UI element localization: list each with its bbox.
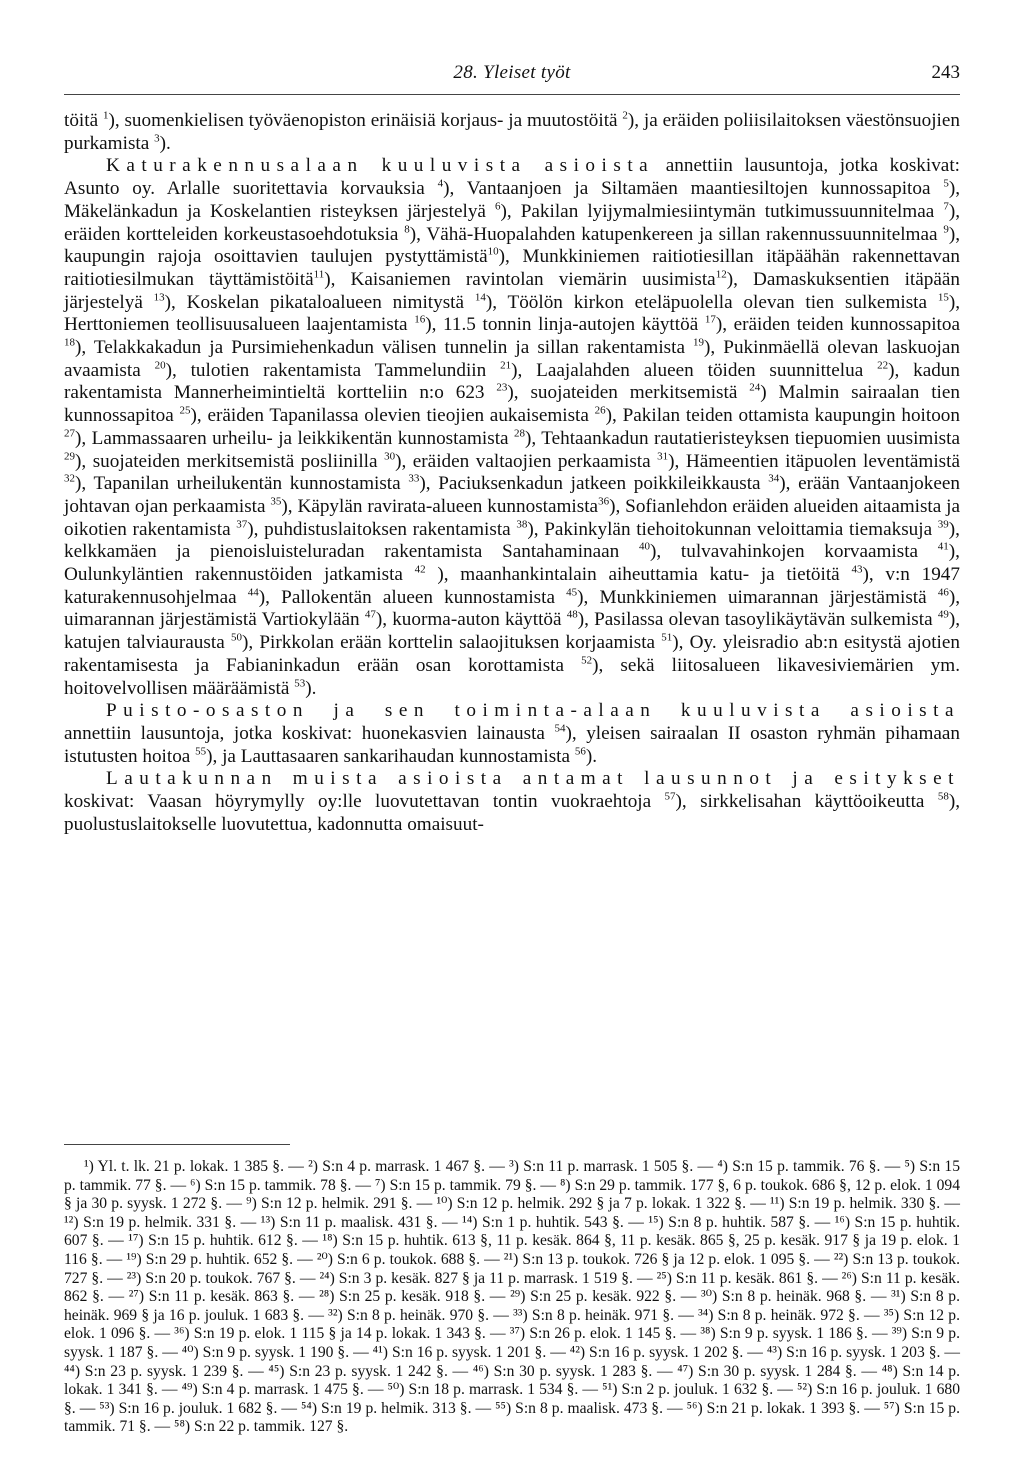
footnote-ref: 17 (704, 313, 716, 326)
footnote-ref: 14 (474, 291, 486, 304)
footnote-ref: 22 (877, 359, 889, 372)
footnote-ref: 34 (768, 472, 780, 485)
spaced-heading: Katurakennusalaan kuuluvista asioista (106, 155, 655, 177)
footnote-ref: 58 (937, 790, 949, 803)
footnote-ref: 19 (693, 336, 705, 349)
text-run: ), Munkkiniemen uimarannan järjestämistä (577, 586, 938, 608)
text-run: ), erään Vantaanjokeen johtavan ojan perkaamista (64, 473, 960, 517)
paragraph (64, 700, 960, 768)
footnote-ref: 53 (294, 677, 306, 690)
footnote-ref: 7 (943, 200, 949, 213)
paragraph (64, 110, 960, 155)
footnote-ref: 57 (664, 790, 676, 803)
footnote-ref: 1 (102, 109, 109, 122)
text-run: ), puhdistuslaitoksen rakentamista (247, 518, 517, 540)
text-run: ), Tehtaankadun rautatieristeyksen tiepuomien uusimista (524, 427, 960, 449)
footnote-ref: 56 (574, 745, 586, 758)
text-run: ), Pasilassa olevan tasoylikäytävän sulkemista (577, 609, 938, 631)
footnote-ref: 8 (404, 223, 410, 236)
text-run: ), Koskelan pikataloalueen nimitystä (164, 291, 475, 313)
text-run: ), Pirkkolan erään korttelin salaojituksen korjaamista (241, 632, 662, 654)
text-run: ), katujen talviaurausta (64, 609, 960, 654)
footnote-ref: 38 (516, 518, 528, 531)
text-run: ), eräiden kortteleiden korkeustasoehdotuksia (64, 200, 961, 245)
text-run: ), Käpylän ravirata-alueen kunnostamista (281, 495, 599, 517)
footnote-ref: 47 (364, 609, 376, 622)
footnote-ref: 20 (154, 359, 166, 372)
paragraph (64, 155, 960, 700)
text-run: ), kuorma-auton käyttöä (375, 609, 567, 631)
footnote-ref: 30 (384, 450, 396, 463)
footnote-ref: 18 (64, 336, 75, 349)
paragraph (64, 768, 960, 836)
footnote-ref: 3 (154, 132, 160, 145)
footnote-ref: 36 (598, 495, 610, 508)
footnote-ref: 46 (937, 586, 949, 599)
text-run: ), ja Lauttasaaren sankarihaudan kunnostamista (206, 745, 575, 767)
text-run: ), ja eräiden poliisilaitoksen väestönsuojien purkamista (64, 110, 960, 154)
text-run: ), suojateiden merkitsemistä posliinilla (75, 450, 385, 472)
text-run: ), Pallokentän alueen kunnostamista (258, 586, 567, 608)
text-run: ), Pakilan lyijymalmiesiintymän tutkimussuunnitelmaa (500, 200, 944, 222)
spaced-heading: Lautakunnan muista asioista antamat lausunnot ja esitykset (106, 768, 960, 790)
text-run: koskivat: Vaasan höyrymylly oy:lle luovutettavan tontin vuokraehtoja (64, 791, 665, 813)
footnote-ref: 28 (513, 427, 525, 440)
footnote-ref: 21 (500, 359, 512, 372)
footnote-ref: 11 (313, 268, 325, 281)
footnote-ref: 35 (270, 495, 282, 508)
text-run: ), Pakilan teiden ottamista kaupungin hoitoon (605, 405, 960, 427)
footnote-ref: 2 (622, 109, 628, 122)
text-run: ), Kaisaniemen ravintolan viemärin uusimista (324, 268, 716, 290)
footnote-ref: 52 (581, 654, 593, 667)
footnote-ref: 5 (943, 177, 949, 190)
text-run: ), Telakkakadun ja Pursimiehenkadun välisen tunnelin ja sillan rakentamista (75, 337, 694, 359)
footnote-ref: 43 (851, 563, 863, 576)
text-run: ), maanhankintalain aiheuttamia katu- ja tietöitä (425, 564, 852, 586)
text-run: ). (585, 745, 597, 767)
text-run: ), Munkkiniemen raitiotiesillan itäpäähän rakennettavan raitiotiesilmukan täyttämistöitä (64, 246, 961, 290)
text-run: ), Töölön kirkon eteläpuolella olevan tien sulkemista (485, 291, 938, 313)
footnote-ref: 6 (495, 200, 501, 213)
text-run: ), eräiden Tapanilassa olevien tieojien aukaisemista (190, 405, 595, 427)
text-run: ), Paciuksenkadun jatkeen poikkileikkausta (419, 473, 769, 495)
text-run: ), eräiden valtaojien perkaamista (395, 450, 658, 472)
footnote-ref: 39 (937, 518, 949, 531)
text-run: ), Lammassaaren urheilu- ja leikkikentän kunnostamista (75, 427, 514, 449)
text-run: ) Malmin sairaalan tien kunnossapitoa (64, 382, 960, 427)
text-run: annettiin lausuntoja, jotka koskivat: Asunto oy. Arlalle suoritettavia korvauksia (64, 155, 960, 200)
footnote-ref: 12 (715, 268, 727, 281)
footnote-ref: 13 (153, 291, 165, 304)
text-run: ), tulotien rakentamista Tammelundiin (165, 359, 501, 381)
text-run: ), Pukinmäellä olevan laskuojan avaamista (64, 337, 960, 381)
text-run: ), eräiden teiden kunnossapitoa (715, 314, 960, 336)
text-run: ). (159, 132, 171, 154)
text-run: annettiin lausuntoja, jotka koskivat: huonekasvien lainausta (64, 722, 555, 744)
footnote-ref: 15 (937, 291, 949, 304)
text-run: ), Hämeentien itäpuolen leventämistä (668, 450, 960, 472)
text-run: ), kelkkamäen ja pienoisluisteluradan rakentamista Santahaminaan (64, 518, 960, 563)
header-rule (64, 94, 960, 95)
text-run: ), 11.5 tonnin linja-autojen käyttöä (425, 314, 705, 336)
text-run: ), Oulunkyläntien rakennustöiden jatkamista (64, 541, 960, 586)
text-run: töitä (64, 110, 103, 131)
footnote-ref: 50 (230, 631, 242, 644)
footnotes (64, 1158, 960, 1437)
text-run: ). (305, 677, 317, 699)
text-run: ), Pakinkylän tiehoitokunnan veloittamia tiemaksuja (527, 518, 938, 540)
footnote-ref: 51 (661, 631, 673, 644)
text-run: ), Laajalahden alueen töiden suunnittelua (511, 359, 878, 381)
footnote-ref: 54 (554, 722, 566, 735)
footnote-ref: 41 (937, 540, 949, 553)
footnote-ref: 29 (64, 450, 75, 463)
footnote-ref: 37 (236, 518, 248, 531)
footnote-ref: 26 (594, 404, 606, 417)
text-run: ), Vähä-Huopalahden katupenkereen ja sillan rakennussuunnitelmaa (409, 223, 944, 245)
footnote-ref: 45 (566, 586, 578, 599)
footnote-rule (64, 1144, 290, 1145)
footnote-ref: 25 (179, 404, 191, 417)
text-run: ), v:n 1947 katurakennusohjelmaa (64, 564, 960, 608)
text-run: ), kaupungin rajoja osoittavien taulujen pystyttämistä (64, 223, 960, 268)
footnote-ref: 23 (496, 382, 508, 395)
text-run: ), Mäkelänkadun ja Koskelantien risteyksen järjestelyä (64, 178, 960, 222)
text-run: ), puolustuslaitokselle luovutettua, kadonnutta omaisuut- (64, 791, 960, 835)
footnote-ref: 55 (195, 745, 207, 758)
footnote-ref: 33 (408, 472, 420, 485)
body-text (64, 110, 960, 837)
text-run: ), Tapanilan urheilukentän kunnostamista (75, 473, 409, 495)
text-run: ), suomenkielisen työväenopiston erinäisiä korjaus- ja muutostöitä (108, 110, 623, 131)
running-title: 28. Yleiset työt (453, 62, 571, 83)
text-run: ), sirkkelisahan käyttöoikeutta (675, 791, 938, 813)
spaced-heading: Puisto-osaston ja sen toiminta-alaan kuuluvista asioista (106, 700, 960, 722)
footnote-ref: 27 (64, 427, 75, 440)
footnote-text: ¹) Yl. t. lk. 21 p. lokak. 1 385 §. — ²) S:n 4 p. marrask. 1 467 §. — ³) S:n 11 p. marrask. 1 505 §. — ⁴) S:n 15 p. tammik. 76 §. — ⁵) S:n 15 p. tammik. 77 §. — ⁶) S:n 15 p. tammik. 78 §. — ⁷) S:n 15 p. tammik. 79 §. — ⁸) S:n 29 p. tammik. 177 §, 6 p. toukok. 686 §, 12 p. elok. 1 094 § ja 30 p. syysk. 1 272 §. — ⁹) S:n 12 p. helmik. 291 §. — ¹⁰) S:n 12 p. helmik. 292 § ja 7 p. lokak. 1 322 §. — ¹¹) S:n 19 p. helmik. 330 §. — ¹²) S:n 19 p. helmik. 331 §. — ¹³) S:n 11 p. maalisk. 431 §. — ¹⁴) S:n 1 p. huhtik. 543 §. — ¹⁵) S:n 8 p. huhtik. 587 §. — ¹⁶) S:n 15 p. huhtik. 607 §. — ¹⁷) S:n 15 p. huhtik. 612 §. — ¹⁸) S:n 15 p. huhtik. 613 §, 11 p. kesäk. 864 §, 11 p. kesäk. 865 §, 25 p. kesäk. 917 § ja 19 p. elok. 1 116 §. — ¹⁹) S:n 29 p. huhtik. 652 §. — ²⁰) S:n 6 p. toukok. 688 §. — ²¹) S:n 13 p. toukok. 726 § ja 12 p. elok. 1 095 §. — ²²) S:n 13 p. toukok. 727 §. — ²³) S:n 20 p. toukok. 767 §. — ²⁴) S:n 3 p. kesäk. 827 § ja 11 p. marrask. 1 519 §. — ²⁵) S:n 11 p. kesäk. 861 §. — ²⁶) S:n 11 p. kesäk. 862 §. — ²⁷) S:n 11 p. kesäk. 863 §. — ²⁸) S:n 25 p. kesäk. 918 §. — ²⁹) S:n 25 p. kesäk. 922 §. — ³⁰) S:n 8 p. heinäk. 968 §. — ³¹) S:n 8 p. heinäk. 969 § ja 16 p. jouluk. 1 683 §. — ³²) S:n 8 p. heinäk. 970 §. — ³³) S:n 8 p. heinäk. 971 §. — ³⁴) S:n 8 p. heinäk. 972 §. — ³⁵) S:n 12 p. elok. 1 096 §. — ³⁶) S:n 19 p. elok. 1 115 § ja 14 p. lokak. 1 343 §. — ³⁷) S:n 26 p. elok. 1 145 §. — ³⁸) S:n 9 p. syysk. 1 186 §. — ³⁹) S:n 9 p. syysk. 1 187 §. — ⁴⁰) S:n 9 p. syysk. 1 190 §. — ⁴¹) S:n 16 p. syysk. 1 201 §. — ⁴²) S:n 16 p. syysk. 1 202 §. — ⁴³) S:n 16 p. syysk. 1 203 §. — ⁴⁴) S:n 23 p. syysk. 1 239 §. — ⁴⁵) S:n 23 p. syysk. 1 242 §. — ⁴⁶) S:n 30 p. syysk. 1 283 §. — ⁴⁷) S:n 30 p. syysk. 1 284 §. — ⁴⁸) S:n 14 p. lokak. 1 341 §. — ⁴⁹) S:n 4 p. marrask. 1 475 §. — ⁵⁰) S:n 18 p. marrask. 1 534 §. — ⁵¹) S:n 2 p. jouluk. 1 632 §. — ⁵²) S:n 16 p. jouluk. 1 680 §. — ⁵³) S:n 16 p. jouluk. 1 682 §. — ⁵⁴) S:n 19 p. helmik. 313 §. — ⁵⁵) S:n 8 p. maalisk. 473 §. — ⁵⁶) S:n 21 p. lokak. 1 393 §. — ⁵⁷) S:n 15 p. tammik. 71 §. — ⁵⁸) S:n 22 p. tammik. 127 §. (64, 1158, 960, 1436)
footnote-ref: 10 (487, 245, 499, 258)
text-run: ), suojateiden merkitsemistä (507, 382, 750, 404)
footnote-ref: 32 (64, 472, 75, 485)
footnote-ref: 24 (749, 382, 761, 395)
text-run: ), Oy. yleisradio ab:n esitystä ajotien rakentamisesta ja Fabianinkadun erään osan korottamista (64, 632, 960, 676)
text-run: ), yleisen sairaalan II osaston ryhmän pihamaan istutusten hoitoa (64, 722, 960, 767)
footnote-ref: 49 (937, 609, 949, 622)
text-run: ), sekä liitosalueen likavesiviemärien ym. hoitovelvollisen määräämistä (64, 654, 960, 699)
text-run: ), Herttoniemen teollisuusalueen laajentamista (64, 291, 961, 336)
footnote-ref: 42 (414, 563, 426, 576)
text-run: ), kadun rakentamista Mannerheimintieltä kortteliin n:o 623 (64, 359, 960, 404)
footnote-ref: 4 (437, 177, 444, 190)
footnote-ref: 16 (414, 313, 426, 326)
text-run: ), Damaskuksentien itäpään järjestelyä (64, 268, 960, 313)
page-number: 243 (931, 62, 960, 83)
footnote-ref: 48 (566, 609, 578, 622)
footnote-ref: 40 (639, 540, 650, 553)
page-header (64, 62, 960, 88)
footnote-ref: 31 (657, 450, 669, 463)
footnote-ref: 44 (247, 586, 259, 599)
text-run: ), Sofianlehdon eräiden alueiden aitaamista ja oikotien rakentamista (64, 495, 960, 540)
text-run: ), uimarannan järjestämistä Vartiokylään (64, 586, 960, 631)
text-run: ), Vantaanjoen ja Siltamäen maantiesiltojen kunnossapitoa (443, 178, 944, 200)
text-run: ), tulvavahinkojen korvaamista (650, 541, 938, 563)
footnote-ref: 9 (943, 223, 949, 236)
